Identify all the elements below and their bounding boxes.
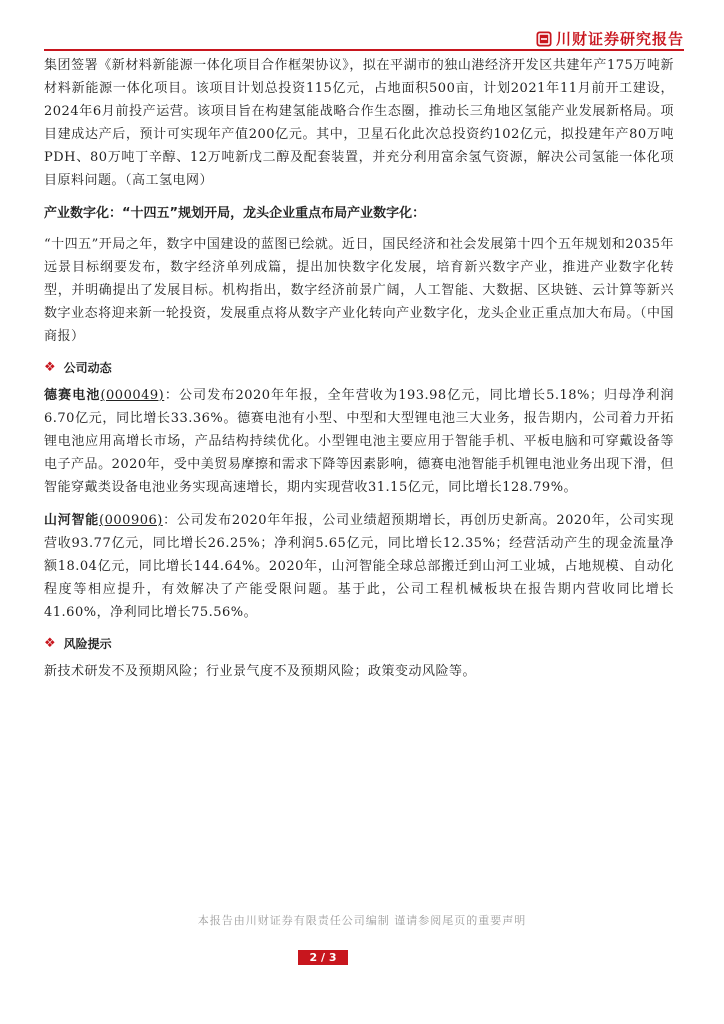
subheading-industry-digitalization: 产业数字化：“十四五”规划开局，龙头企业重点布局产业数字化： (44, 206, 426, 221)
footer-disclaimer: 本报告由川财证券有限责任公司编制 谨请参阅尾页的重要声明 (197, 914, 527, 927)
chuancai-logo-icon (536, 31, 552, 47)
company-text: ：公司发布2020年年报，全年营收为193.98亿元，同比增长5.18%；归母净利润6.70亿元，同比增长33.36%。德赛电池有小型、中型和大型锂电池三大业务，报告期内，公司着力开拓锂电池应用高增长市场，产品结构持续优化。小型锂电池主要应用于智能手机、平板电脑和可穿戴设备等电子产品。2020年，受中美贸易摩擦和需求下降等因素影响，德赛电池智能手机锂电池业务出现下滑，但智能穿戴类设备电池业务实现高速增长，期内实现营收31.15亿元，同比增长128.79%。 (44, 388, 674, 495)
section-risk (44, 634, 674, 654)
header-divider (44, 49, 684, 51)
diamond-bullet-icon: ❖ (44, 360, 56, 375)
report-body (44, 54, 674, 683)
paragraph-hydrogen-project: 集团签署《新材料新能源一体化项目合作框架协议》，拟在平湖市的独山港经济开发区共建年产175万吨新材料新能源一体化项目。该项目计划总投资115亿元，占地面积500亩，计划2021年11月前开工建设，2024年6月前投产运营。该项目旨在构建氢能战略合作生态圈，推动长三角地区氢能产业发展新格局。项目建成达产后，预计可实现年产值200亿元。其中，卫星石化此次总投资约102亿元，拟投建年产80万吨PDH、80万吨丁辛醇、12万吨新戊二醇及配套装置，并充分利用富余氢气资源，解决公司氢能一体化项目原料问题。（高工氢电网） (44, 58, 674, 188)
company-item-desay (44, 384, 674, 499)
stock-code-link[interactable]: (000049) (100, 388, 165, 403)
paragraph-digital-economy: “十四五”开局之年，数字中国建设的蓝图已绘就。近日，国民经济和社会发展第十四个五年规划和2035年远景目标纲要发布，数字经济单列成篇，提出加快数字化发展，培育新兴数字产业，推进产业数字化转型，并明确提出了发展目标。机构指出，数字经济前景广阔，人工智能、大数据、区块链、云计算等新兴数字业态将迎来新一轮投资，发展重点将从数字产业化转向产业数字化，龙头企业正重点加大布局。（中国商报） (44, 237, 674, 344)
brand-name: 川财证券研究报告 (555, 30, 684, 48)
page-number-badge: 2 / 3 (298, 950, 348, 965)
company-item-sunward (44, 509, 674, 624)
section-title-company-news: 公司动态 (63, 361, 112, 375)
section-title-risk: 风险提示 (63, 637, 112, 651)
company-text: ：公司发布2020年年报，公司业绩超预期增长，再创历史新高。2020年，公司实现营收93.77亿元，同比增长26.25%；净利润5.65亿元，同比增长12.35%；经营活动产生的现金流量净额18.04亿元，同比增长144.64%。2020年，山河智能全球总部搬迁到山河工业城，占地规模、自动化程度等相应提升，有效解决了产能受限问题。基于此，公司工程机械板块在报告期内营收同比增长41.60%，净利同比增长75.56%。 (44, 513, 674, 620)
paragraph-risk: 新技术研发不及预期风险；行业景气度不及预期风险；政策变动风险等。 (44, 664, 477, 679)
company-name: 山河智能 (44, 513, 100, 528)
company-name: 德赛电池 (44, 388, 101, 403)
stock-code-link[interactable]: (000906) (99, 513, 163, 528)
section-company-news (44, 358, 674, 378)
brand-header (536, 28, 684, 49)
diamond-bullet-icon: ❖ (44, 636, 56, 651)
